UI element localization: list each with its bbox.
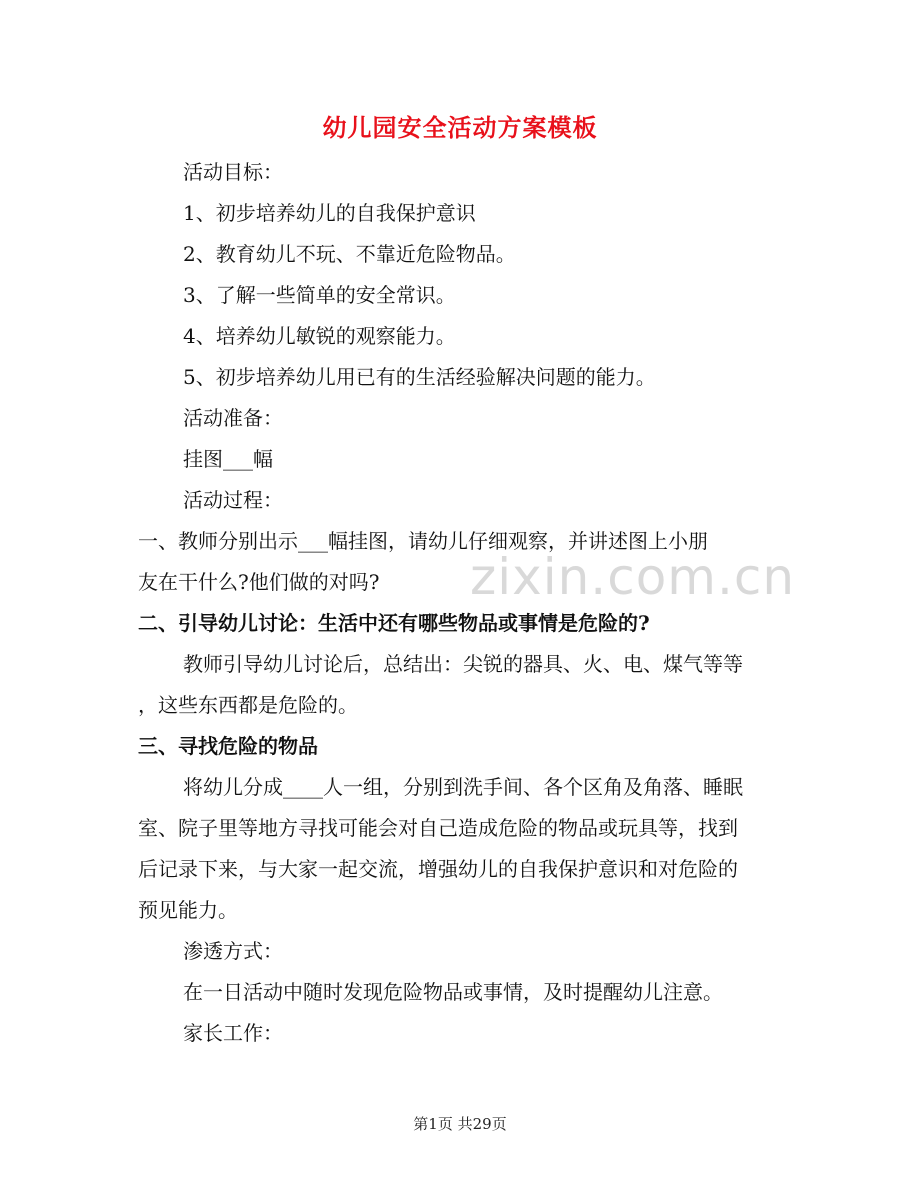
process-step-3-line-3: 后记录下来，与大家一起交流，增强幼儿的自我保护意识和对危险的 [138, 857, 738, 881]
section-heading-method: 渗透方式： [183, 939, 283, 963]
process-step-3-line-2: 室、院子里等地方寻找可能会对自己造成危险的物品或玩具等，找到 [138, 816, 738, 840]
goal-item-2: 2、教育幼儿不玩、不靠近危险物品。 [183, 242, 516, 266]
section-heading-goals: 活动目标： [183, 160, 283, 184]
process-step-1-line-2: 友在干什么?他们做的对吗? [138, 570, 380, 594]
goal-item-4: 4、培养幼儿敏锐的观察能力。 [183, 324, 456, 348]
process-step-2-heading: 二、引导幼儿讨论：生活中还有哪些物品或事情是危险的? [138, 611, 650, 635]
section-heading-process: 活动过程： [183, 488, 283, 512]
section-heading-parents: 家长工作： [183, 1021, 283, 1045]
goal-item-3: 3、了解一些简单的安全常识。 [183, 283, 456, 307]
process-step-3-heading: 三、寻找危险的物品 [138, 734, 318, 758]
process-step-2-line-1: 教师引导幼儿讨论后，总结出：尖锐的器具、火、电、煤气等等 [183, 652, 743, 676]
method-text: 在一日活动中随时发现危险物品或事情，及时提醒幼儿注意。 [183, 980, 723, 1004]
process-step-3-line-1: 将幼儿分成____人一组，分别到洗手间、各个区角及角落、睡眠 [183, 775, 743, 799]
goal-item-5: 5、初步培养幼儿用已有的生活经验解决问题的能力。 [183, 365, 656, 389]
goal-item-1: 1、初步培养幼儿的自我保护意识 [183, 201, 476, 225]
process-step-2-line-2: ，这些东西都是危险的。 [138, 693, 358, 717]
preparation-text: 挂图___幅 [183, 447, 273, 471]
process-step-1-line-1: 一、教师分别出示___幅挂图，请幼儿仔细观察，并讲述图上小朋 [138, 529, 708, 553]
process-step-3-line-4: 预见能力。 [138, 898, 238, 922]
page-number: 第1页 共29页 [413, 1115, 507, 1133]
section-heading-preparation: 活动准备： [183, 406, 283, 430]
watermark: zixin.com.cn [470, 548, 796, 606]
document-title: 幼儿园安全活动方案模板 [322, 113, 598, 142]
